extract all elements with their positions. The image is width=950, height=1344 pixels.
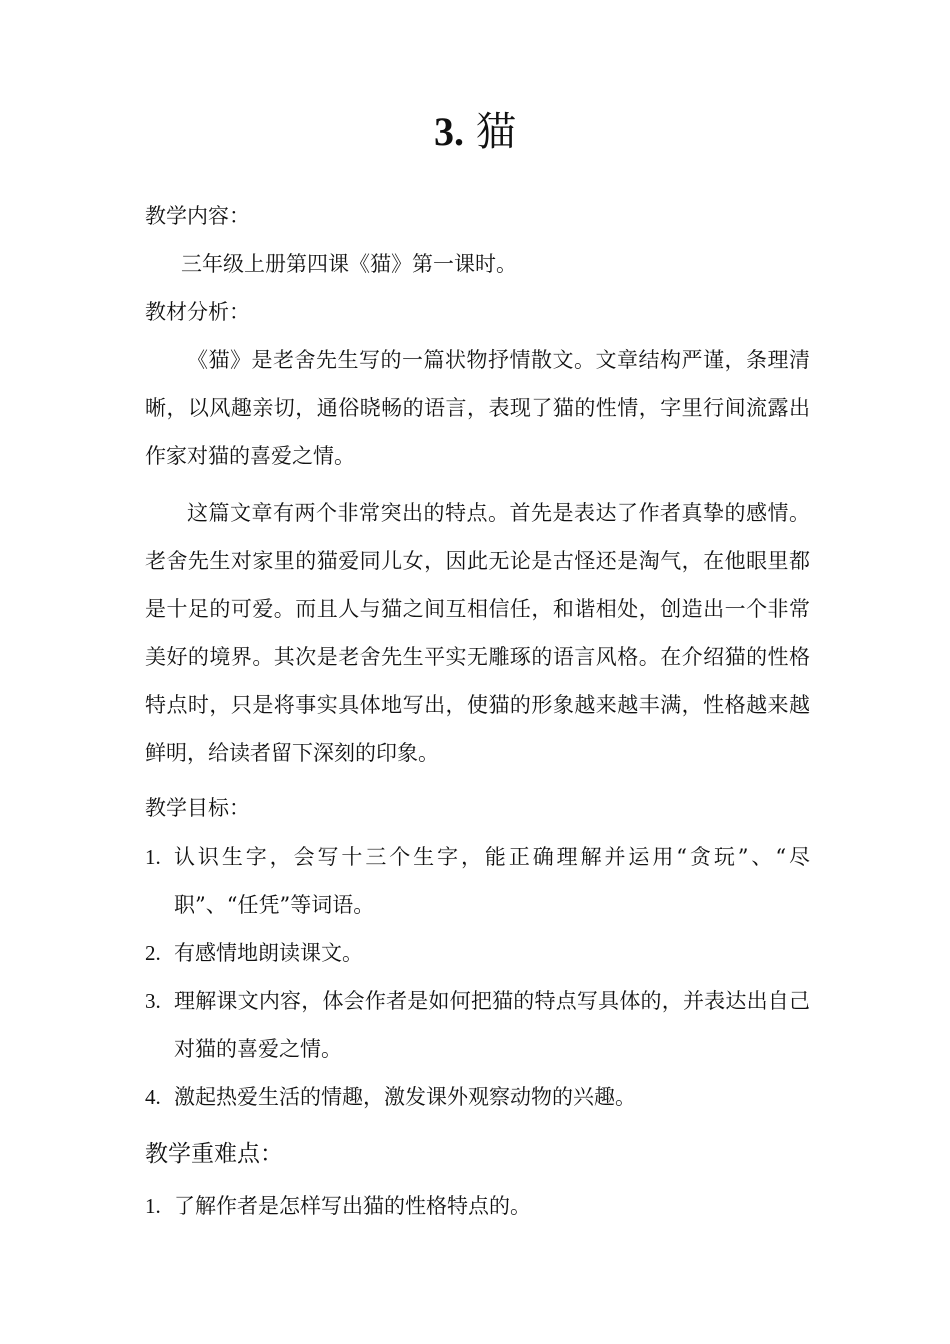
heading-key-points: 教学重难点： [145,1141,283,1167]
list-item-number: 4. [145,1085,161,1109]
title-number: 3. [434,109,464,154]
list-item-text: 有感情地朗读课文。 [174,941,363,965]
list-item [145,977,810,1073]
document-title [0,104,950,160]
list-item-number: 2. [145,941,161,965]
list-item-text: 认识生字，会写十三个生字，能正确理解并运用“贪玩”、“尽职”、“任凭”等词语。 [174,845,810,917]
analysis-paragraph-1: 《猫》是老舍先生写的一篇状物抒情散文。文章结构严谨，条理清晰，以风趣亲切，通俗晓畅的语言，表现了猫的性情，字里行间流露出作家对猫的喜爱之情。 [145,348,810,468]
heading-teaching-content: 教学内容： [145,204,250,228]
list-item-text: 了解作者是怎样写出猫的性格特点的。 [174,1194,531,1218]
heading-material-analysis: 教材分析： [145,300,250,324]
list-item-number: 1. [145,1194,161,1218]
teaching-content-text: 三年级上册第四课《猫》第一课时。 [181,252,517,276]
key-points-list [145,1182,810,1230]
list-item [145,929,810,977]
teaching-goals-list [145,833,810,1121]
section-material-analysis [145,336,810,777]
list-item [145,833,810,929]
list-item-number: 3. [145,989,161,1013]
analysis-paragraph-2: 这篇文章有两个非常突出的特点。首先是表达了作者真挚的感情。老舍先生对家里的猫爱同儿女，因此无论是古怪还是淘气，在他眼里都是十足的可爱。而且人与猫之间互相信任，和谐相处，创造出一个非常美好的境界。其次是老舍先生平实无雕琢的语言风格。在介绍猫的性格特点时，只是将事实具体地写出，使猫的形象越来越丰满，性格越来越鲜明，给读者留下深刻的印象。 [145,501,810,765]
title-text: 猫 [476,109,516,155]
list-item-number: 1. [145,845,161,869]
list-item [145,1073,810,1121]
list-item [145,1182,810,1230]
list-item-text: 理解课文内容，体会作者是如何把猫的特点写具体的，并表达出自己对猫的喜爱之情。 [174,989,810,1061]
section-teaching-content [145,240,810,288]
list-item-text: 激起热爱生活的情趣，激发课外观察动物的兴趣。 [174,1085,636,1109]
heading-teaching-goals: 教学目标： [145,796,250,820]
